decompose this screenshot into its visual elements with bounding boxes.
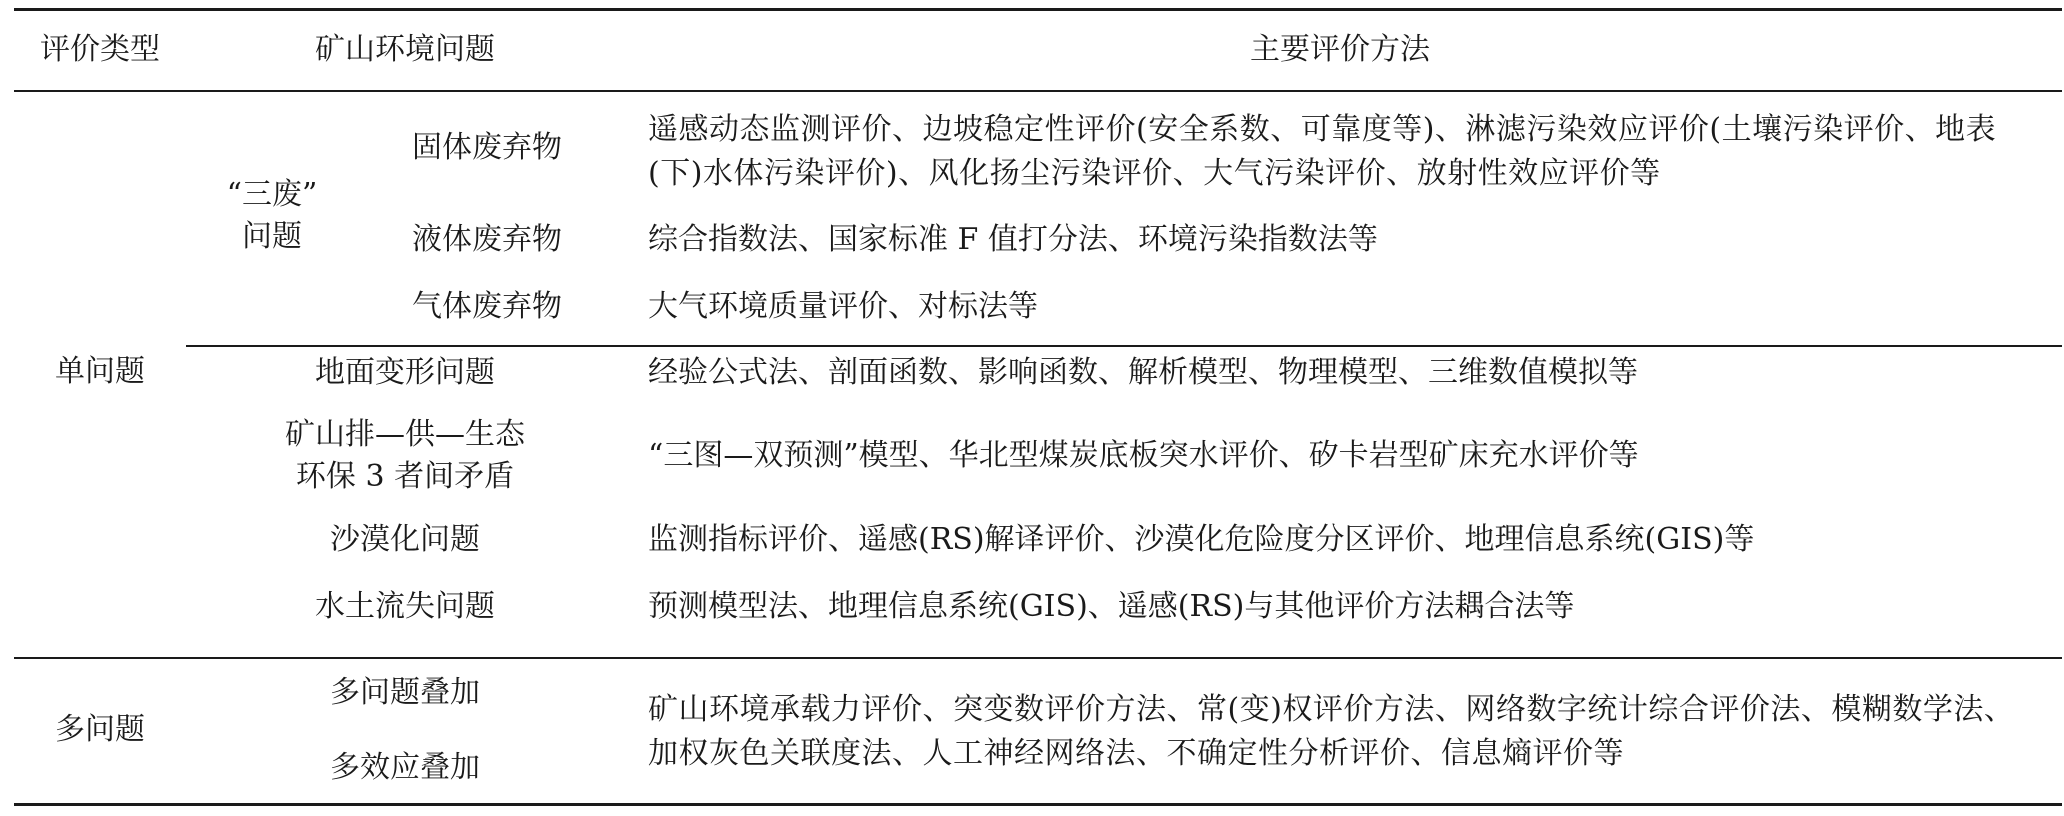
group-rule	[14, 657, 2062, 659]
gas-waste-methods: 大气环境质量评价、对标法等	[648, 289, 1038, 324]
three-wastes-label: “三废” 问题	[226, 177, 318, 254]
solid-waste-issue: 固体废弃物	[412, 130, 562, 165]
multi-issue-overlay: 多问题叠加	[330, 675, 480, 710]
top-rule	[14, 8, 2062, 11]
desertification-issue: 沙漠化问题	[330, 522, 480, 557]
gas-waste-issue: 气体废弃物	[412, 289, 562, 324]
multi-issue-methods: 矿山环境承载力评价、突变数评价方法、常(变)权评价方法、网络数字统计综合评价法、模糊数学法、加权灰色关联度法、人工神经网络法、不确定性分析评价、信息熵评价等	[648, 692, 2015, 771]
liquid-waste-methods: 综合指数法、国家标准 F 值打分法、环境污染指数法等	[648, 222, 1378, 257]
soil-erosion-issue: 水土流失问题	[315, 589, 495, 624]
ground-deformation-issue: 地面变形问题	[315, 355, 495, 390]
single-issue-label: 单问题	[55, 354, 145, 389]
ground-deformation-methods: 经验公式法、剖面函数、影响函数、解析模型、物理模型、三维数值模拟等	[648, 355, 1638, 390]
header-main-methods: 主要评价方法	[1250, 32, 1430, 67]
conflict-methods: “三图—双预测”模型、华北型煤炭底板突水评价、矽卡岩型矿床充水评价等	[648, 438, 1639, 473]
conflict-issue: 矿山排—供—生态 环保 3 者间矛盾	[285, 417, 525, 494]
multi-effect-overlay: 多效应叠加	[330, 750, 480, 785]
bottom-rule	[14, 803, 2062, 806]
solid-waste-methods: 遥感动态监测评价、边坡稳定性评价(安全系数、可靠度等)、淋滤污染效应评价(土壤污染评价、地表(下)水体污染评价)、风化扬尘污染评价、大气污染评价、放射性效应评价等	[648, 112, 1997, 191]
desertification-methods: 监测指标评价、遥感(RS)解译评价、沙漠化危险度分区评价、地理信息系统(GIS)等	[648, 522, 1755, 557]
section-divider	[186, 345, 2062, 347]
header-rule	[14, 90, 2062, 92]
multi-issue-label: 多问题	[55, 712, 145, 747]
liquid-waste-issue: 液体废弃物	[412, 222, 562, 257]
header-evaluation-type: 评价类型	[40, 32, 160, 67]
soil-erosion-methods: 预测模型法、地理信息系统(GIS)、遥感(RS)与其他评价方法耦合法等	[648, 589, 1575, 624]
header-mine-environment-issue: 矿山环境问题	[315, 32, 495, 67]
